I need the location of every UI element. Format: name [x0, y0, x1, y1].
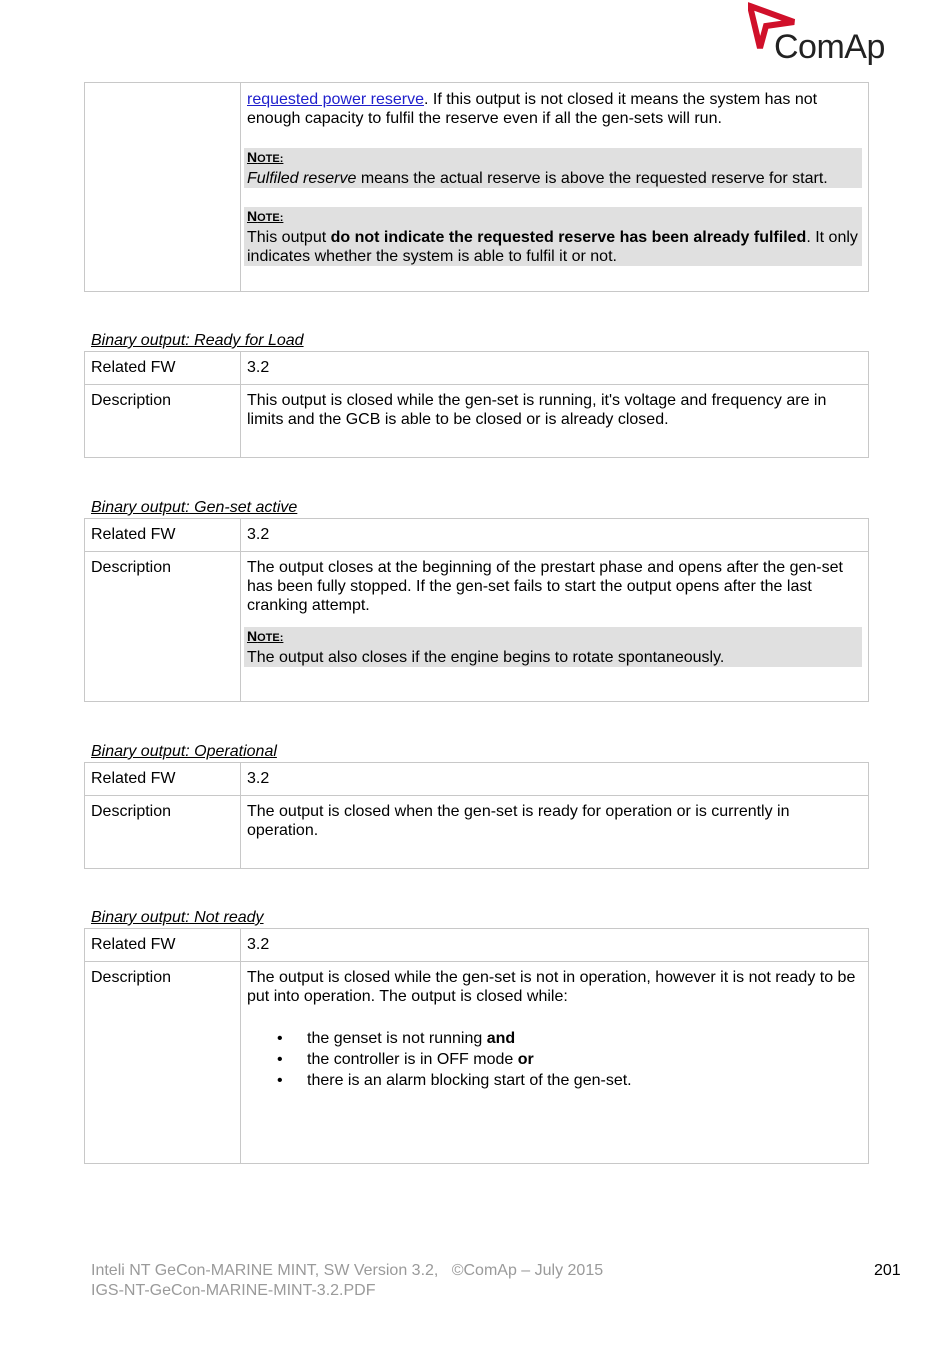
footer-line-2: IGS-NT-GeCon-MARINE-MINT-3.2.PDF	[91, 1282, 376, 1299]
related-fw-label: Related FW	[85, 929, 241, 961]
logo-wordmark: ComAp	[774, 28, 885, 66]
continued-table	[84, 82, 869, 292]
related-fw-value: 3.2	[247, 359, 270, 376]
empty-label-cell	[85, 83, 241, 291]
table-genset-active	[84, 518, 869, 702]
related-fw-label: Related FW	[85, 352, 241, 384]
table-not-ready	[84, 928, 869, 1164]
caption-genset-active: Binary output: Gen-set active	[91, 499, 298, 516]
description-label: Description	[85, 962, 241, 1163]
note-box-2	[244, 207, 862, 266]
note-heading: NOTE:	[247, 628, 284, 644]
related-fw-value: 3.2	[247, 526, 270, 543]
related-fw-value: 3.2	[247, 770, 270, 787]
note-text: The output also closes if the engine begins to rotate spontaneously.	[247, 649, 725, 666]
comap-logo	[748, 2, 888, 72]
page-number: 201	[874, 1262, 901, 1279]
description-label: Description	[85, 796, 241, 868]
note-box	[244, 627, 862, 667]
note-text: This output do not indicate the requested reserve has been already fulfiled. It only indicates whether the system is able to fulfil it or not.	[247, 229, 858, 265]
description-label: Description	[85, 385, 241, 457]
note-heading: NOTE:	[247, 208, 284, 224]
caption-operational: Binary output: Operational	[91, 743, 277, 760]
description-value: The output is closed while the gen-set is not in operation, however it is not ready to be put into operation. The output is closed while: • the genset is not running and • the controller is in OFF mode or • there is an alarm blocking start of the gen-set.	[241, 962, 868, 1163]
note-heading: NOTE:	[247, 149, 284, 165]
description-value: This output is closed while the gen-set is running, it's voltage and frequency are in limits and the GCB is able to be closed or is already closed.	[247, 392, 827, 428]
list-item: • the genset is not running and	[307, 1028, 862, 1049]
list-item: • the controller is in OFF mode or	[307, 1049, 862, 1070]
page-footer	[91, 1261, 603, 1301]
related-fw-value: 3.2	[247, 936, 270, 953]
note-text: Fulfiled reserve means the actual reserve is above the requested reserve for start.	[247, 170, 828, 187]
requested-power-reserve-link[interactable]: requested power reserve	[247, 91, 424, 108]
continued-description-cell	[241, 83, 868, 291]
list-item: • there is an alarm blocking start of the gen-set.	[307, 1070, 862, 1091]
continued-paragraph: requested power reserve. If this output is not closed it means the system has not enough capacity to fulfil the reserve even if all the gen-sets will run.	[247, 91, 818, 127]
description-value: The output is closed when the gen-set is ready for operation or is currently in operation.	[247, 803, 790, 839]
conditions-list	[247, 1028, 862, 1091]
caption-ready-for-load: Binary output: Ready for Load	[91, 332, 304, 349]
table-operational	[84, 762, 869, 869]
footer-line-1: Inteli NT GeCon-MARINE MINT, SW Version 3.2, ©ComAp – July 2015	[91, 1262, 604, 1279]
related-fw-label: Related FW	[85, 763, 241, 795]
note-box-1	[244, 148, 862, 188]
related-fw-label: Related FW	[85, 519, 241, 551]
description-label: Description	[85, 552, 241, 701]
caption-not-ready: Binary output: Not ready	[91, 909, 264, 926]
table-ready-for-load	[84, 351, 869, 458]
description-value: The output closes at the beginning of the prestart phase and opens after the gen-set has been fully stopped. If the gen-set fails to start the output opens after the last cranking attempt. NOTE: The output also closes if the engine begins to rotate spontaneously.	[241, 552, 868, 701]
